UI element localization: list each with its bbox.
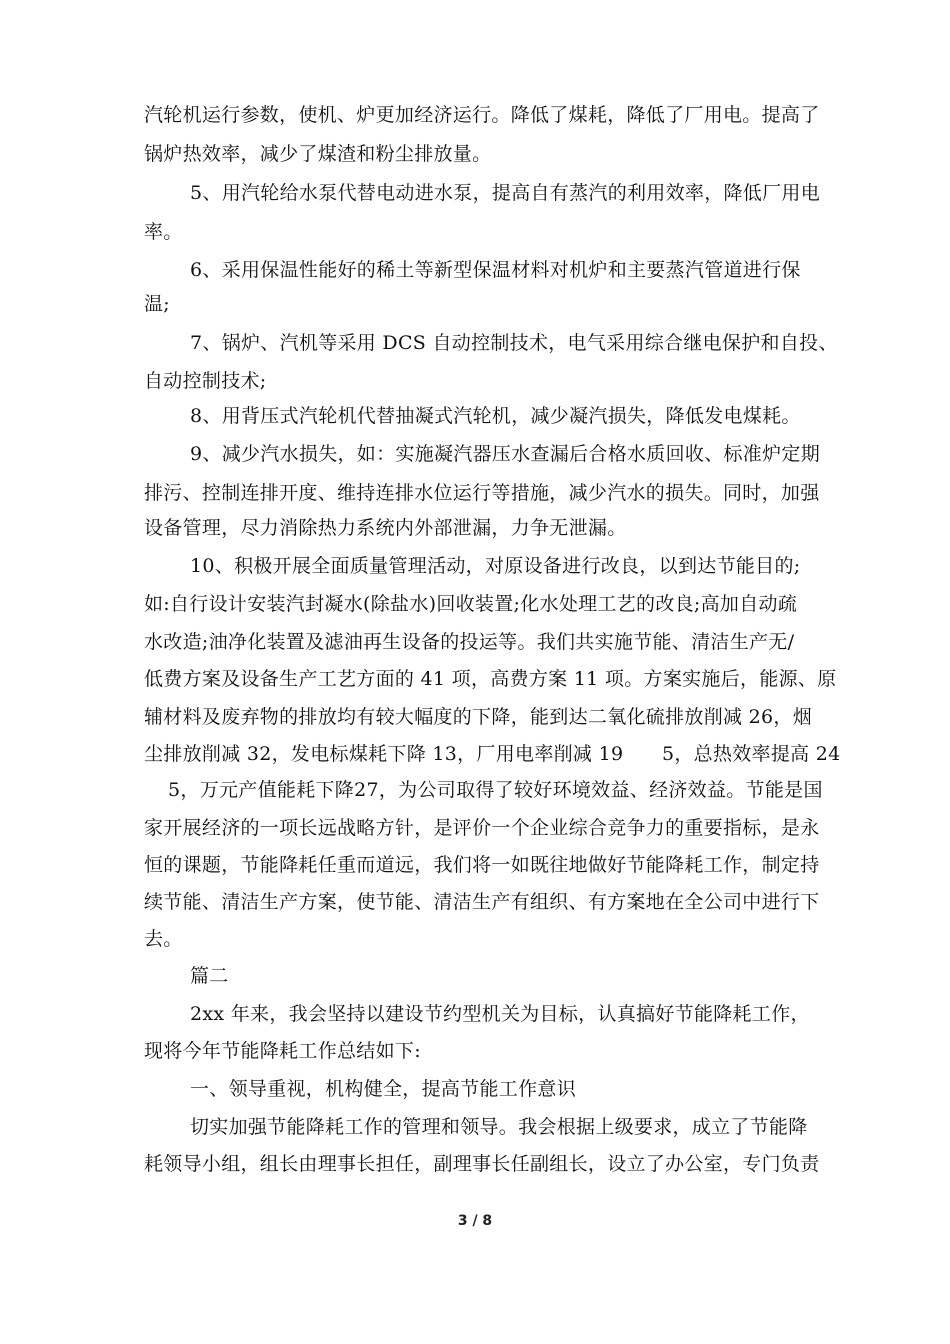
text-line: 家开展经济的一项长远战略方针，是评价一个企业综合竞争力的重要指标，是永: [144, 817, 820, 839]
section-heading: 篇二: [190, 965, 229, 987]
text-line: 7、锅炉、汽机等采用 DCS 自动控制技术，电气采用综合继电保护和自投、: [190, 332, 838, 354]
text-line: 6、采用保温性能好的稀土等新型保温材料对机炉和主要蒸汽管道进行保: [190, 259, 801, 281]
text-line: 2xx 年来，我会坚持以建设节约型机关为目标，认真搞好节能降耗工作，: [190, 1003, 810, 1025]
text-line: 切实加强节能降耗工作的管理和领导。我会根据上级要求，成立了节能降: [190, 1116, 808, 1138]
text-line: 辅材料及废弃物的排放均有较大幅度的下降，能到达二氧化硫排放削减 26，烟: [144, 706, 813, 728]
text-line: 低费方案及设备生产工艺方面的 41 项，高费方案 11 项。方案实施后，能源、原: [144, 668, 837, 690]
text-line: 温;: [144, 293, 171, 315]
text-line: 10、积极开展全面质量管理活动，对原设备进行改良，以到达节能目的;: [190, 555, 801, 577]
text-line: 5、用汽轮给水泵代替电动进水泵，提高自有蒸汽的利用效率，降低厂用电: [190, 182, 820, 204]
text-line: 水改造;油净化装置及滤油再生设备的投运等。我们共实施节能、清洁生产无/: [144, 631, 795, 653]
text-line: 现将今年节能降耗工作总结如下:: [144, 1040, 421, 1062]
text-line: 5，万元产值能耗下降27，为公司取得了较好环境效益、经济效益。节能是国: [168, 779, 823, 801]
subsection-heading: 一、领导重视，机构健全，提高节能工作意识: [190, 1078, 577, 1100]
text-line: 9、减少汽水损失，如：实施凝汽器压水查漏后合格水质回收、标准炉定期: [190, 443, 820, 465]
text-line: 汽轮机运行参数，使机、炉更加经济运行。降低了煤耗，降低了厂用电。提高了: [144, 104, 820, 126]
text-line: 尘排放削减 32，发电标煤耗下降 13，厂用电率削减 19 5，总热效率提高 24: [144, 743, 841, 765]
text-line: 自动控制技术;: [144, 370, 267, 392]
text-line: 如:自行设计安装汽封凝水(除盐水)回收装置;化水处理工艺的改良;高加自动疏: [144, 593, 798, 615]
text-line: 排污、控制连排开度、维持连排水位运行等措施，减少汽水的损失。同时，加强: [144, 482, 820, 504]
text-line: 设备管理，尽力消除热力系统内外部泄漏，力争无泄漏。: [144, 517, 627, 539]
text-line: 锅炉热效率，减少了煤渣和粉尘排放量。: [144, 143, 492, 165]
page-number: 3 / 8: [457, 1213, 493, 1229]
text-line: 耗领导小组，组长由理事长担任，副理事长任副组长，设立了办公室，专门负责: [144, 1153, 820, 1175]
text-line: 续节能、清洁生产方案，使节能、清洁生产有组织、有方案地在全公司中进行下: [144, 891, 820, 913]
text-line: 去。: [144, 928, 183, 950]
text-line: 恒的课题，节能降耗任重而道远，我们将一如既往地做好节能降耗工作，制定持: [144, 854, 820, 876]
text-line: 8、用背压式汽轮机代替抽凝式汽轮机，减少凝汽损失，降低发电煤耗。: [190, 405, 801, 427]
text-line: 率。: [144, 221, 183, 243]
